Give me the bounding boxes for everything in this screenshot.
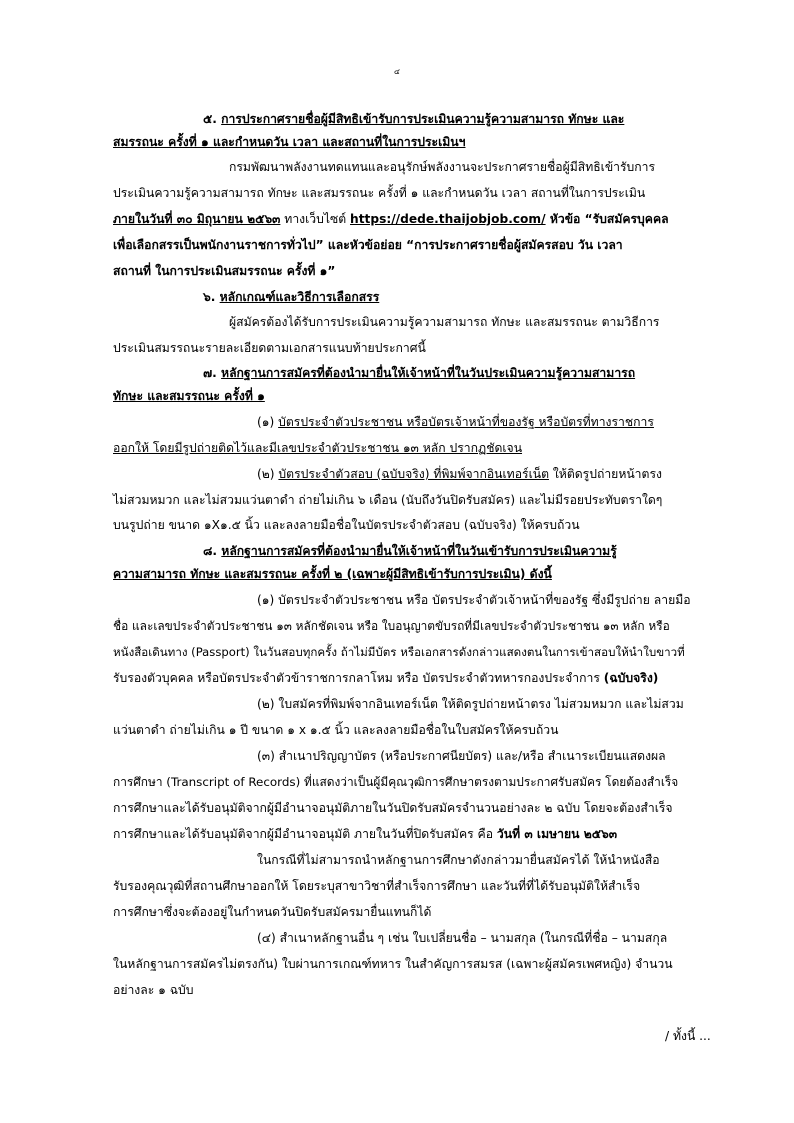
section-8-number: ๘. — [203, 544, 218, 558]
section-5-title: การประกาศรายชื่อผู้มีสิทธิเข้ารับการประเมินความรู้ความสามารถ ทักษะ และ — [221, 112, 625, 126]
website-prefix: ทางเว็บไซต์ — [280, 212, 351, 226]
item-text: รับรองตัวบุคคล หรือบัตรประจำตัวข้าราชการกลาโหม หรือ บัตรประจำตัวทหารกองประจำการ — [113, 671, 604, 685]
item-number: (๑) — [257, 415, 279, 429]
section-8-item-3-cont: การศึกษาและได้รับอนุมัติจากผู้มีอำนาจอนุมัติภายในวันปิดรับสมัครจำนวนอย่างละ ๒ ฉบับ โดยจะต้องสำเร็จ — [113, 801, 673, 815]
section-8-heading-cont: ความสามารถ ทักษะ และสมรรถนะ ครั้งที่ ๒ (เฉพาะผู้มีสิทธิเข้ารับการประเมิน) ดังนี้ — [113, 567, 552, 581]
item-text: บัตรประจำตัวสอบ (ฉบับจริง) ที่พิมพ์จากอินเทอร์เน็ต — [278, 467, 549, 481]
section-8-item-2-cont: แว่นตาดำ ถ่ายไม่เกิน ๑ ปี ขนาด ๑ x ๑.๕ นิ้ว และลงลายมือชื่อในใบสมัครให้ครบถ้วน — [113, 723, 559, 737]
section-8-title: หลักฐานการสมัครที่ต้องนำมายื่นให้เจ้าหน้าที่ในวันเข้ารับการประเมินความรู้ — [221, 544, 617, 558]
section-8-item-4: (๔) สำเนาหลักฐานอื่น ๆ เช่น ใบเปลี่ยนชื่อ – นามสกุล (ในกรณีที่ชื่อ – นามสกุล — [257, 931, 668, 945]
section-7-number: ๗. — [203, 366, 217, 380]
section-8-item-1-cont — [113, 669, 658, 687]
section-7-item-1-cont: ออกให้ โดยมีรูปถ่ายติดไว้และมีเลขประจำตัวประชาชน ๑๓ หลัก ปรากฏชัดเจน — [113, 441, 523, 455]
item-text: บัตรประจำตัวประชาชน หรือบัตรเจ้าหน้าที่ของรัฐ หรือบัตรที่ทางราชการ — [278, 415, 654, 429]
original-copy-note: (ฉบับจริง) — [603, 671, 659, 685]
section-5-para-line: กรมพัฒนาพลังงานทดแทนและอนุรักษ์พลังงานจะประกาศรายชื่อผู้มีสิทธิเข้ารับการ — [229, 160, 656, 174]
section-5-para-line: เพื่อเลือกสรรเป็นพนักงานราชการทั่วไป” และหัวข้อย่อย “การประกาศรายชื่อผู้สมัครสอบ วัน เวลา — [113, 238, 623, 252]
section-8-item-3-note: ในกรณีที่ไม่สามารถนำหลักฐานการศึกษาดังกล่าวมายื่นสมัครได้ ให้นำหนังสือ — [257, 853, 660, 867]
item-text: การศึกษาและได้รับอนุมัติจากผู้มีอำนาจอนุมัติ ภายในวันที่ปิดรับสมัคร คือ — [113, 827, 497, 841]
section-8-item-3-note-cont: รับรองคุณวุฒิที่สถานศึกษาออกให้ โดยระบุสาขาวิชาที่สำเร็จการศึกษา และวันที่ที่ได้รับอนุมัติให้สำเร็จ — [113, 879, 641, 893]
section-8-item-3-cont: การศึกษา (Transcript of Records) ที่แสดงว่าเป็นผู้มีคุณวุฒิการศึกษาตรงตามประกาศรับสมัคร โดยต้องสำเร็จ — [113, 775, 679, 789]
website-link[interactable]: https://dede.thaijobjob.com/ — [350, 212, 546, 226]
page-number: ๔ — [394, 67, 400, 76]
section-5-heading-cont: สมรรถนะ ครั้งที่ ๑ และกำหนดวัน เวลา และสถานที่ในการประเมินฯ — [113, 135, 466, 149]
section-7-item-1 — [257, 413, 654, 431]
section-8-item-3-cont — [113, 825, 617, 843]
section-7-title: หลักฐานการสมัครที่ต้องนำมายื่นให้เจ้าหน้าที่ในวันประเมินความรู้ความสามารถ — [221, 366, 636, 380]
section-7-heading — [203, 364, 635, 382]
section-6-para-line: ผู้สมัครต้องได้รับการประเมินความรู้ความสามารถ ทักษะ และสมรรถนะ ตามวิธีการ — [229, 315, 660, 329]
section-8-item-3: (๓) สำเนาปริญญาบัตร (หรือประกาศนียบัตร) และ/หรือ สำเนาระเบียนแสดงผล — [257, 749, 666, 763]
section-8-item-1-cont: หนังสือเดินทาง (Passport) ในวันสอบทุกครั้ง ถ้าไม่มีบัตร หรือเอกสารดังกล่าวแสดงตนในการเข้าสอบให้นำใบขาวที่ — [113, 645, 685, 659]
item-text: ให้ติดรูปถ่ายหน้าตรง — [548, 467, 662, 481]
section-5-heading — [203, 110, 624, 128]
section-7-item-2 — [257, 465, 662, 483]
section-8-item-3-note-cont: การศึกษาซึ่งจะต้องอยู่ในกำหนดวันปิดรับสมัครมายื่นแทนก็ได้ — [113, 905, 432, 919]
section-6-number: ๖. — [203, 290, 216, 304]
section-5-para-line: สถานที่ ในการประเมินสมรรถนะ ครั้งที่ ๑” — [113, 264, 336, 278]
announcement-date: ภายในวันที่ ๓๐ มิถุนายน ๒๕๖๓ — [113, 212, 281, 226]
section-5-para-line — [113, 210, 669, 228]
section-5-number: ๕. — [203, 112, 217, 126]
section-6-heading — [203, 288, 379, 306]
item-number: (๒) — [257, 467, 279, 481]
section-8-item-4-cont: อย่างละ ๑ ฉบับ — [113, 983, 194, 997]
topic-label: หัวข้อ “รับสมัครบุคคล — [545, 212, 669, 226]
section-5-para-line: ประเมินความรู้ความสามารถ ทักษะ และสมรรถนะ ครั้งที่ ๑ และกำหนดวัน เวลา สถานที่ในการประเมิน — [113, 186, 646, 200]
section-8-heading — [203, 542, 617, 560]
section-8-item-1: (๑) บัตรประจำตัวประชาชน หรือ บัตรประจำตัวเจ้าหน้าที่ของรัฐ ซึ่งมีรูปถ่าย ลายมือ — [257, 593, 691, 607]
section-8-item-2: (๒) ใบสมัครที่พิมพ์จากอินเทอร์เน็ต ให้ติดรูปถ่ายหน้าตรง ไม่สวมหมวก และไม่สวม — [257, 697, 684, 711]
section-8-item-1-cont: ชื่อ และเลขประจำตัวประชาชน ๑๓ หลักชัดเจน หรือ ใบอนุญาตขับรถที่มีเลขประจำตัวประชาชน ๑๓ หลัก หรือ — [113, 619, 670, 633]
continuation-marker: / ทั้งนี้ ... — [665, 1029, 711, 1043]
section-6-title: หลักเกณฑ์และวิธีการเลือกสรร — [219, 290, 380, 304]
section-7-item-2-cont: ไม่สวมหมวก และไม่สวมแว่นตาดำ ถ่ายไม่เกิน ๖ เดือน (นับถึงวันปิดรับสมัคร) และไม่มีรอยประทับตราใดๆ — [113, 493, 663, 507]
section-6-para-line: ประเมินสมรรถนะรายละเอียดตามเอกสารแนบท้ายประกาศนี้ — [113, 341, 426, 355]
section-8-item-4-cont: ในหลักฐานการสมัครไม่ตรงกัน) ใบผ่านการเกณฑ์ทหาร ในสำคัญการสมรส (เฉพาะผู้สมัครเพศหญิง) จำนวน — [113, 957, 673, 971]
closing-date: วันที่ ๓ เมษายน ๒๕๖๓ — [496, 827, 618, 841]
section-7-item-2-cont: บนรูปถ่าย ขนาด ๑X๑.๕ นิ้ว และลงลายมือชื่อในบัตรประจำตัวสอบ (ฉบับจริง) ให้ครบถ้วน — [113, 518, 580, 532]
section-7-heading-cont: ทักษะ และสมรรถนะ ครั้งที่ ๑ — [113, 389, 265, 403]
